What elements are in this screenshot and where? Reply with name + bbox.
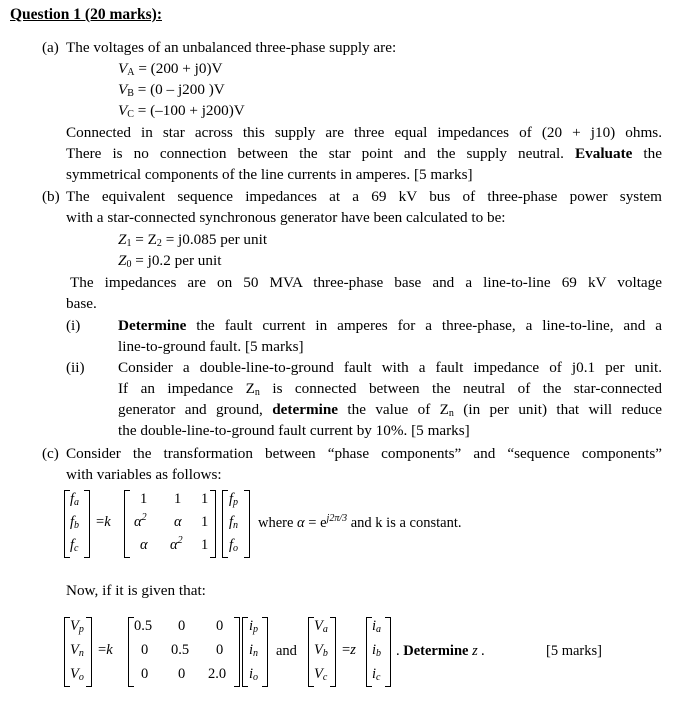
determine-z: . Determine z . [396,643,485,659]
part-b-label: (b) [42,188,60,205]
part-b-i-line2: line-to-ground fault. [5 marks] [118,338,304,355]
voltage-va: $V_A = (200 + j0)V$ [118,60,223,78]
m1-r1c1: 1 [140,491,148,507]
m2-r3c1: 0 [141,666,149,682]
m1-r2c1: $\alpha^2$ [134,512,147,530]
m1-r1c2: 1 [174,491,182,507]
part-b-line2: with a star-connected synchronous generator have been calculated to be: [66,209,506,226]
m2-r1c3: 0 [216,618,224,634]
vec-f-a: $f_a$ [70,491,80,508]
vec-i-b: $i_b$ [372,642,382,659]
m1-r3c1: α [140,537,148,553]
part-c-line1: Consider the transformation between “phase components” and “sequence components” [66,445,662,462]
vec-v-a: $V_a$ [314,618,328,635]
bracket-left [124,490,130,558]
alpha-definition: where $\alpha = e^{j2\pi/3}$ and k is a constant. [258,513,462,531]
m2-r2c1: 0 [141,642,149,658]
vec-i-p: $i_p$ [249,618,259,635]
vec-f-o: $f_o$ [229,537,239,554]
bracket-right [244,490,250,558]
part-b-line1: The equivalent sequence impedances at a 69 kV bus of three-phase power system [66,188,662,205]
vec-f-p: $f_p$ [229,491,239,508]
m1-r3c3: 1 [201,537,209,553]
vec-i-n: $i_n$ [249,642,259,659]
voltage-vb: $V_B = (0 - j200$ )V [118,81,225,99]
vec-i-a: $i_a$ [372,618,382,635]
vec-i-o: $i_o$ [249,666,259,683]
part-b-ii-line1: Consider a double-line-to-ground fault with a fault impedance of j0.1 per unit. [118,359,662,376]
bracket-right [330,617,336,687]
vec-f-c: $f_c$ [70,537,79,554]
m2-r2c2: 0.5 [171,642,190,658]
vec-v-o: $V_o$ [70,666,84,683]
m2-r1c2: 0 [178,618,186,634]
part-b-ii-line3: generator and ground, determine the value of $Z_n$ (in per unit) that will reduce [118,401,663,419]
vec-v-b: $V_b$ [314,642,328,659]
bracket-right [234,617,240,687]
part-b-line3: The impedances are on 50 MVA three-phase base and a line-to-line 69 kV voltage [70,274,662,291]
bracket-left [242,617,248,687]
part-c-label: (c) [42,445,59,462]
question-title: Question 1 (20 marks): [10,6,162,23]
vec-v-n: $V_n$ [70,642,84,659]
part-c-line2: with variables as follows: [66,466,222,483]
part-c-marks: [5 marks] [546,643,602,659]
m2-r1c1: 0.5 [134,618,153,634]
impedance-z0: $Z_0 = j0.2$ per unit [118,252,222,270]
part-b-ii-label: (ii) [66,359,85,376]
voltage-vc: $V_C = (-100 + j200)V$ [118,102,245,120]
m2-r3c2: 0 [178,666,186,682]
vec-f-b: $f_b$ [70,514,80,531]
vec-v-c: $V_c$ [314,666,328,683]
m1-r2c2: α [174,514,182,530]
bracket-left [222,490,228,558]
eq-k: =k [98,642,113,658]
bracket-right [86,617,92,687]
bracket-right [84,490,90,558]
m1-r1c3: 1 [201,491,209,507]
part-a-label: (a) [42,39,59,56]
now-given-text: Now, if it is given that: [66,582,206,599]
m1-r2c3: 1 [201,514,209,530]
m2-r2c3: 0 [216,642,224,658]
impedance-z1-z2: $Z_1 = Z_2 = j0.085$ per unit [118,231,268,249]
part-b-i-label: (i) [66,317,81,334]
part-a-line2: There is no connection between the star point and the supply neutral. Evaluate the [66,145,662,162]
part-b-ii-line2: If an impedance $Z_n$ is connected between the neutral of the star-connected [118,380,663,398]
part-b-i-line1: Determine the fault current in amperes for a three-phase, a line-to-line, and a [118,317,662,334]
part-b-line4: base. [66,295,97,312]
and-text: and [276,643,297,659]
m2-r3c3: 2.0 [208,666,227,682]
vec-f-n: $f_n$ [229,514,239,531]
part-b-ii-line4: the double-line-to-ground fault current by 10%. [5 marks] [118,422,470,439]
vec-v-p: $V_p$ [70,618,84,635]
part-a-line3: symmetrical components of the line currents in amperes. [5 marks] [66,166,473,183]
eq-k: =k [96,514,111,530]
vec-i-c: $i_c$ [372,666,381,683]
part-a-intro: The voltages of an unbalanced three-phase supply are: [66,39,397,56]
bracket-right [210,490,216,558]
part-a-line1: Connected in star across this supply are three equal impedances of (20 + j10) ohms. [66,124,662,141]
m1-r3c2: $\alpha^2$ [170,535,183,553]
eq-z: =z [342,642,356,658]
bracket-right [262,617,268,687]
bracket-right [385,617,391,687]
